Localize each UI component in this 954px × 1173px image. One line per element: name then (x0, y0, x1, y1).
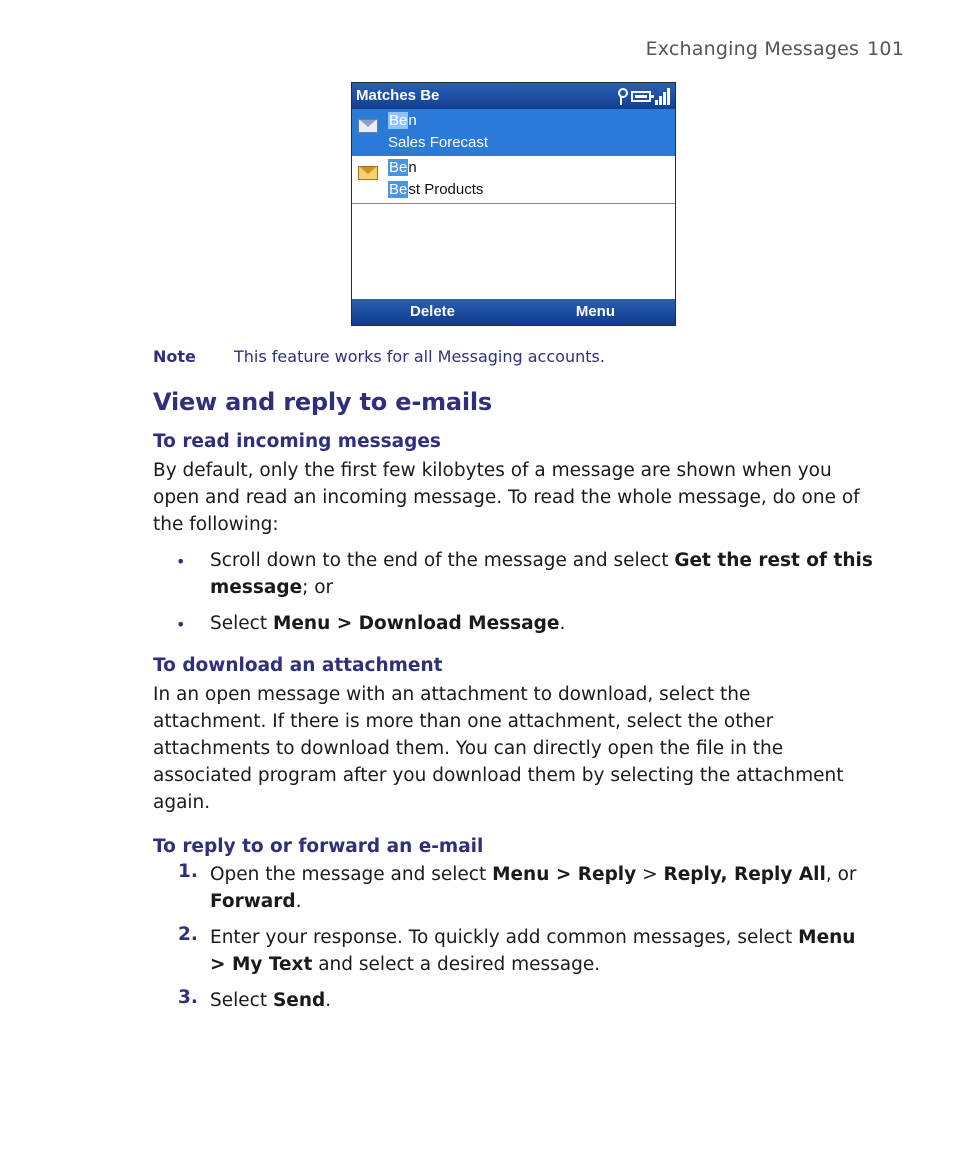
bullet-item-1: Scroll down to the end of the message and select Get the rest of this message; or (210, 550, 873, 598)
message-subject: Sales Forecast (388, 134, 489, 151)
bullet-item-2: Select Menu > Download Message. (210, 613, 566, 634)
sender-rest: n (408, 159, 417, 176)
message-row-1[interactable] (352, 109, 675, 156)
phone-title: Matches Be (356, 87, 440, 104)
subheading-download: To download an attachment (153, 655, 443, 676)
download-body: In an open message with an attachment to download, select the attachment. If there is more than one attachment, select the other attachments to download them. You can directly open the file in the associated program after you download them by selecting the attachment again. (153, 684, 844, 813)
message-subject: st Products (408, 181, 484, 198)
delete-softkey[interactable]: Delete (410, 303, 456, 320)
match-highlight: Be (389, 159, 408, 176)
subheading-reply: To reply to or forward an e-mail (153, 836, 484, 857)
unread-mail-icon (358, 119, 378, 133)
sender-rest: n (408, 112, 417, 129)
running-header (646, 38, 904, 60)
note-label: Note (153, 347, 196, 366)
bullet-icon: • (176, 552, 186, 571)
phone-title-bar (352, 83, 675, 109)
step-number: 1. (178, 861, 198, 882)
page-number: 101 (867, 38, 904, 60)
softkey-bar (352, 299, 675, 325)
step-number: 2. (178, 924, 198, 945)
phone-screenshot (351, 82, 676, 326)
read-body: By default, only the first few kilobytes of a message are shown when you open and read an incoming message. To read the whole message, do one of the following: (153, 460, 860, 535)
section-heading: View and reply to e-mails (153, 388, 493, 416)
note-text: This feature works for all Messaging accounts. (234, 347, 605, 366)
message-row-2[interactable] (352, 156, 675, 204)
antenna-icon (615, 86, 627, 106)
step-number: 3. (178, 987, 198, 1008)
menu-softkey[interactable]: Menu (575, 303, 615, 320)
step-2: Enter your response. To quickly add common messages, select Menu > My Text and select a desired message. (210, 927, 856, 975)
step-1: Open the message and select Menu > Reply > Reply, Reply All, or Forward. (210, 864, 857, 912)
status-icons (615, 86, 671, 106)
read-mail-icon (358, 166, 378, 180)
signal-icon (655, 86, 671, 106)
match-highlight: Be (389, 181, 408, 198)
battery-icon (631, 91, 651, 102)
section-title: Exchanging Messages (645, 38, 860, 60)
subheading-read: To read incoming messages (153, 431, 441, 452)
bullet-icon: • (176, 615, 186, 634)
step-3: Select Send. (210, 990, 332, 1011)
match-highlight: Be (389, 112, 408, 129)
